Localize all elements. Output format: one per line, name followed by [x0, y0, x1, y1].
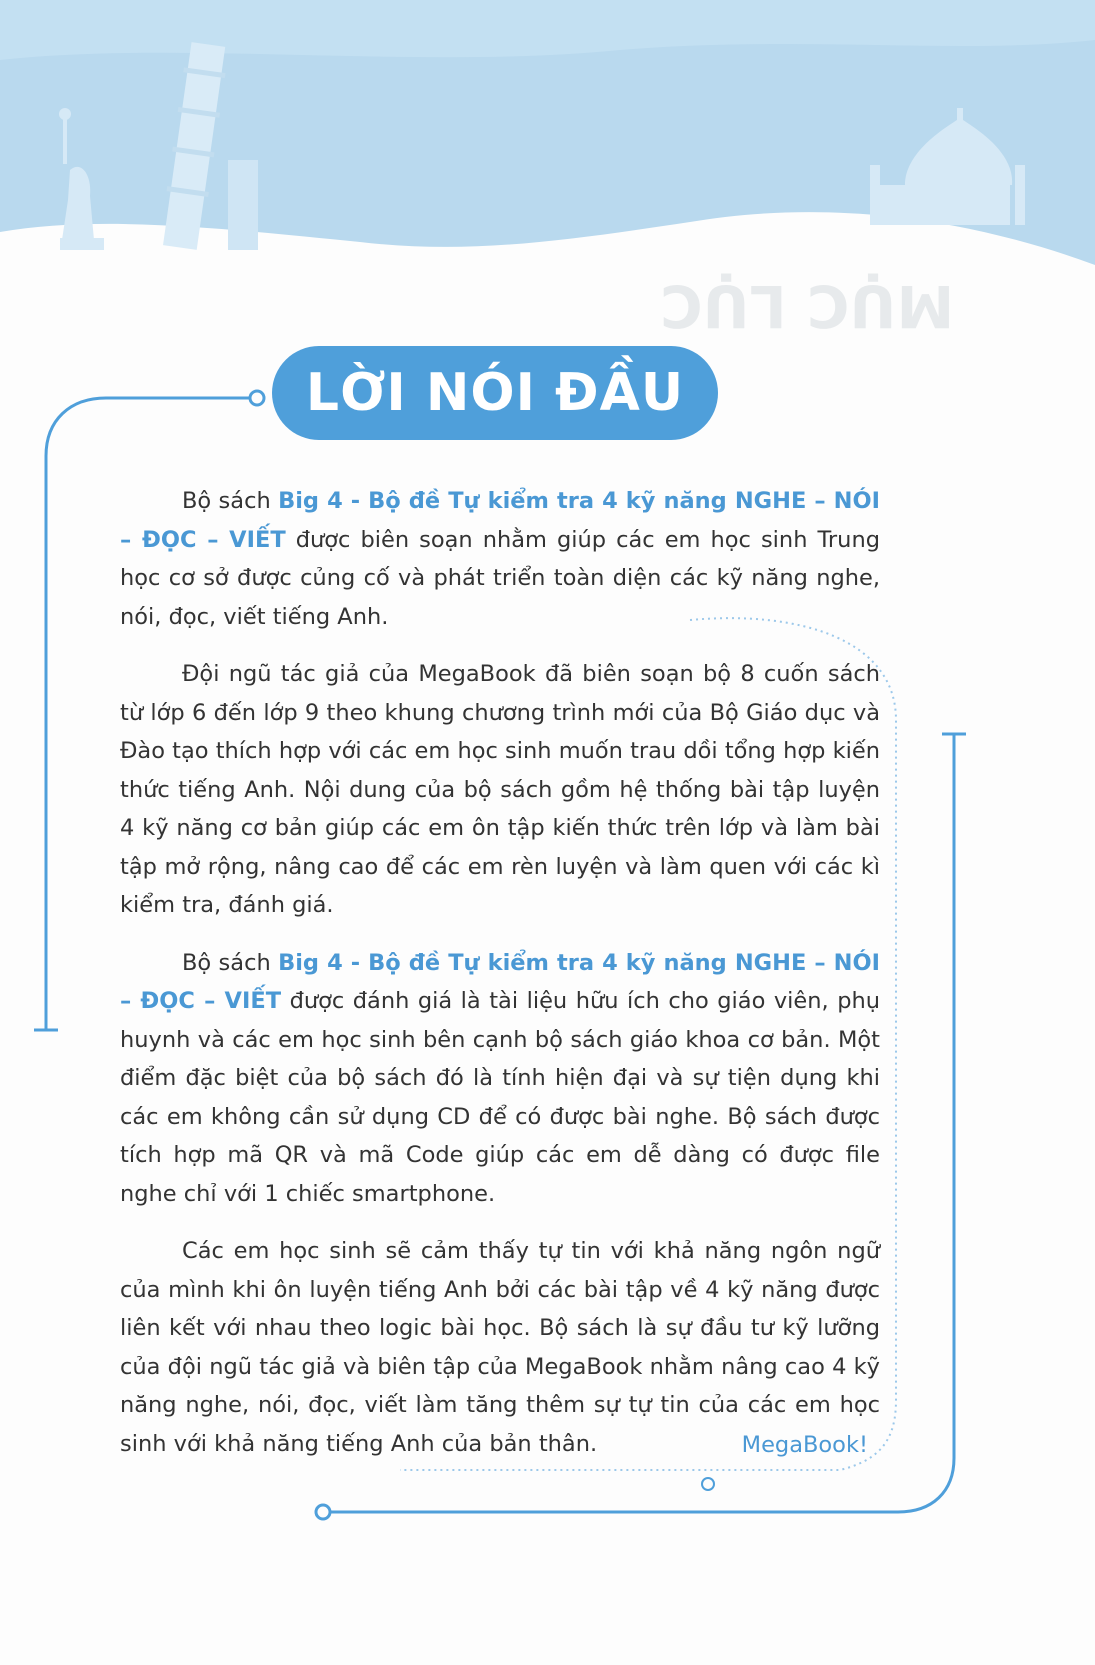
- paragraph-2: Đội ngũ tác giả của MegaBook đã biên soạn bộ 8 cuốn sách từ lớp 6 đến lớp 9 theo khung chương trình mới của Bộ Giáo dục và Đào tạo thích hợp với các em học sinh muốn trau dồi tổng hợp kiến thức tiếng Anh. Nội dung của bộ sách gồm hệ thống bài tập luyện 4 kỹ năng cơ bản giúp các em ôn tập kiến thức trên lớp và làm bài tập mở rộng, nâng cao để các em rèn luyện và làm quen với các kì kiểm tra, đánh giá.: [120, 661, 880, 918]
- title-banner: [272, 346, 718, 440]
- preface-body: [120, 482, 880, 1482]
- series-name-highlight: Big 4 - Bộ đề Tự kiểm tra 4 kỹ năng NGHE – NÓI – ĐỌC – VIẾT: [120, 488, 880, 553]
- paragraph-3: Bộ sách Big 4 - Bộ đề Tự kiểm tra 4 kỹ năng NGHE – NÓI – ĐỌC – VIẾT được đánh giá là tài liệu hữu ích cho giáo viên, phụ huynh và các em học sinh bên cạnh bộ sách giáo khoa cơ bản. Một điểm đặc biệt của bộ sách đó là tính hiện đại và sự tiện dụng khi các em không cần sử dụng CD để có được bài nghe. Bộ sách được tích hợp mã QR và mã Code giúp các em dễ dàng có được file nghe chỉ với 1 chiếc smartphone.: [120, 949, 880, 1207]
- show-through-watermark: MỤC LỤC: [660, 272, 955, 340]
- page-title: LỜI NÓI ĐẦU: [305, 363, 685, 423]
- signature: MegaBook!: [741, 1432, 868, 1458]
- paragraph-4: Các em học sinh sẽ cảm thấy tự tin với khả năng ngôn ngữ của mình khi ôn luyện tiếng Anh bởi các bài tập về 4 kỹ năng được liên kết với nhau theo logic bài học. Bộ sách là sự đầu tư kỹ lưỡng của đội ngũ tác giả và biên tập của MegaBook nhằm nâng cao 4 kỹ năng nghe, nói, đọc, viết làm tăng thêm sự tự tin của các em học sinh với khả năng tiếng Anh của bản thân.: [120, 1238, 880, 1457]
- paragraph-1: Bộ sách Big 4 - Bộ đề Tự kiểm tra 4 kỹ năng NGHE – NÓI – ĐỌC – VIẾT được biên soạn nhằm giúp các em học sinh Trung học cơ sở được củng cố và phát triển toàn diện các kỹ năng nghe, nói, đọc, viết tiếng Anh.: [120, 488, 880, 630]
- series-name-highlight: Big 4 - Bộ đề Tự kiểm tra 4 kỹ năng NGHE – NÓI – ĐỌC – VIẾT: [120, 949, 880, 1014]
